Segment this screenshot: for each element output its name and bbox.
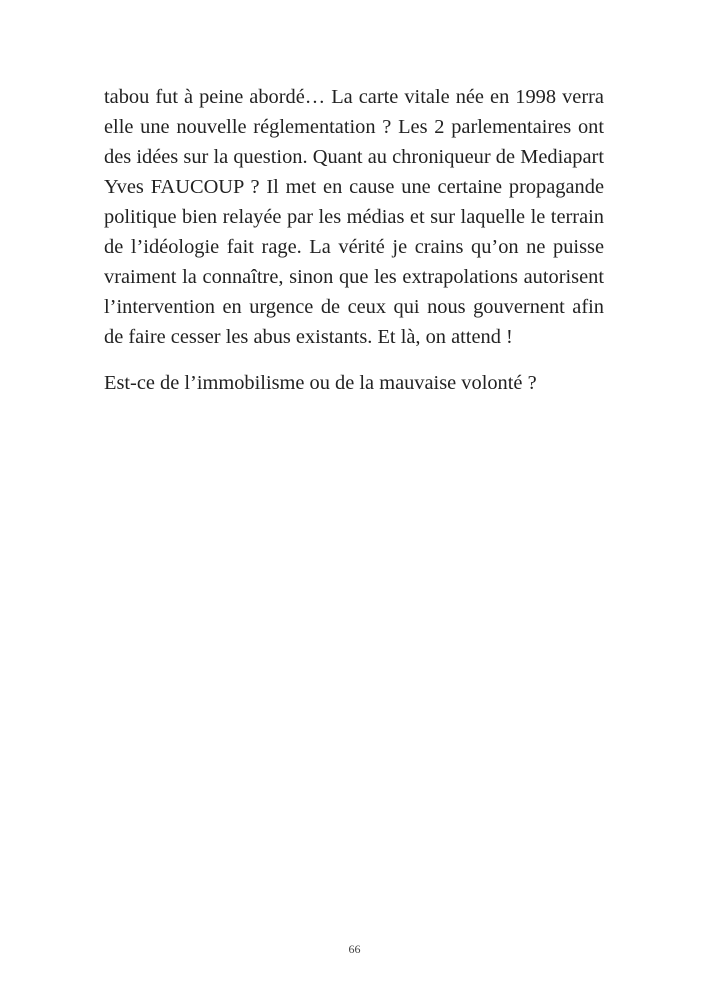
body-text: [104, 82, 604, 398]
page-number: 66: [348, 942, 361, 956]
paragraph-2: Est-ce de l’immobilisme ou de la mauvaise volonté ?: [104, 372, 537, 394]
paragraph-1: tabou fut à peine abordé… La carte vitale née en 1998 verra elle une nouvelle réglementation ? Les 2 parlementaires ont des idées sur la question. Quant au chroniqueur de Mediapart Yves FAUCOUP ? Il met en cause une certaine propagande politique bien relayée par les médias et sur laquelle le terrain de l’idéologie fait rage. La vérité je crains qu’on ne puisse vraiment la connaître, sinon que les extrapolations autorisent l’intervention en urgence de ceux qui nous gouvernent afin de faire cesser les abus existants. Et là, on attend !: [104, 86, 604, 348]
